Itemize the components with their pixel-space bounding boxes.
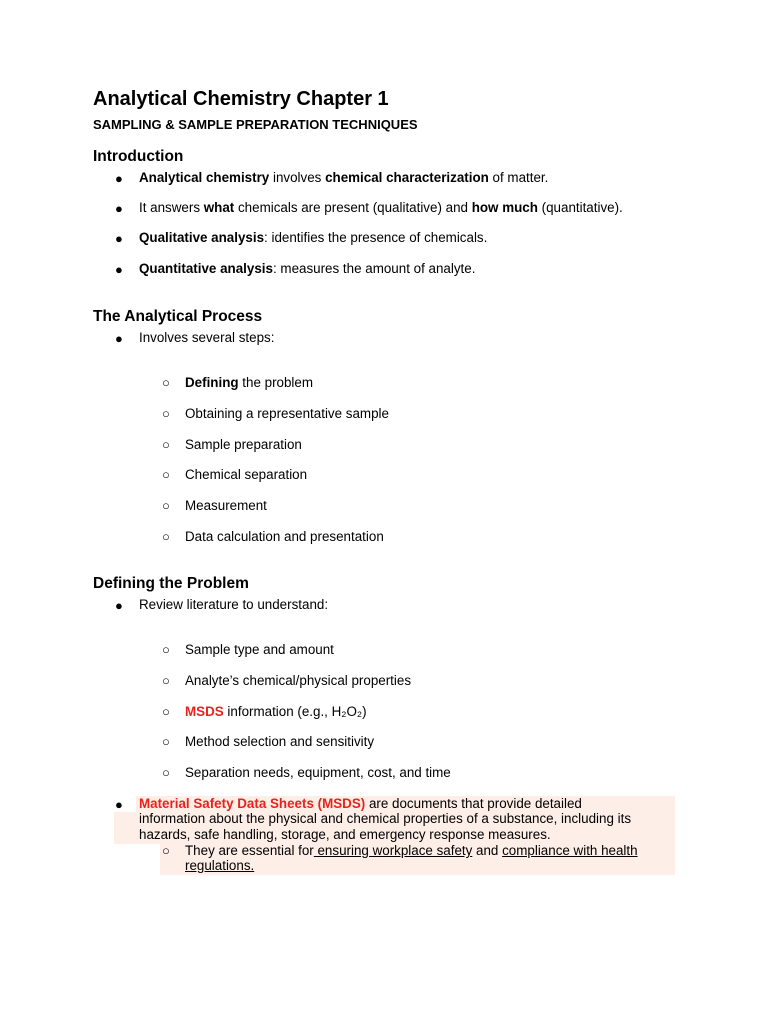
text: : identifies the presence of chemicals. xyxy=(264,230,488,245)
text: are documents that provide detailed xyxy=(365,796,582,811)
bullet-icon: ● xyxy=(115,797,123,812)
sub-list-item-text xyxy=(185,375,313,391)
text: It answers xyxy=(139,200,204,215)
section-heading-analytical-process: The Analytical Process xyxy=(93,308,263,325)
bold-text: Quantitative analysis xyxy=(139,261,273,276)
section-heading-introduction: Introduction xyxy=(93,148,184,165)
sub-list-item-text: Sample preparation xyxy=(185,437,302,452)
underlined-text: compliance with health xyxy=(502,843,638,858)
list-item-text xyxy=(139,200,623,216)
text: the problem xyxy=(238,375,313,390)
bold-text: Analytical chemistry xyxy=(139,170,270,185)
sub-list-item-text: Sample type and amount xyxy=(185,642,334,657)
circle-bullet-icon: ○ xyxy=(162,437,170,452)
text: They are essential for xyxy=(185,843,314,858)
bold-text: what xyxy=(203,200,235,215)
circle-bullet-icon: ○ xyxy=(162,375,170,390)
bold-text: Defining xyxy=(185,375,239,390)
list-item-text: Involves several steps: xyxy=(139,330,275,345)
text: : measures the amount of analyte. xyxy=(272,261,476,276)
bold-text: how much xyxy=(471,200,538,215)
circle-bullet-icon: ○ xyxy=(162,673,170,688)
document-subtitle: SAMPLING & SAMPLE PREPARATION TECHNIQUES xyxy=(93,117,418,132)
circle-bullet-icon: ○ xyxy=(162,467,170,482)
sub-list-item-text: Separation needs, equipment, cost, and time xyxy=(185,765,451,780)
text: chemicals are present (qualitative) and xyxy=(234,200,472,215)
text: of matter. xyxy=(488,170,549,185)
circle-bullet-icon: ○ xyxy=(162,498,170,513)
circle-bullet-icon: ○ xyxy=(162,642,170,657)
text: information (e.g., H₂O₂) xyxy=(223,704,367,719)
list-item-text xyxy=(139,261,475,277)
bullet-icon: ● xyxy=(115,201,123,216)
sub-list-item-text-line: regulations. xyxy=(185,858,255,873)
list-item-text xyxy=(139,796,582,812)
list-item-text: Review literature to understand: xyxy=(139,597,329,612)
bullet-icon: ● xyxy=(115,231,123,246)
underlined-text: ensuring workplace safety xyxy=(313,843,473,858)
msds-term: Material Safety Data Sheets (MSDS) xyxy=(139,796,366,811)
msds-highlight-text: MSDS xyxy=(185,704,224,719)
list-item-text-line: hazards, safe handling, storage, and emergency response measures. xyxy=(139,827,551,842)
sub-list-item-text xyxy=(185,843,638,859)
circle-bullet-icon: ○ xyxy=(162,734,170,749)
bold-text: chemical characterization xyxy=(325,170,489,185)
section-heading-defining-problem: Defining the Problem xyxy=(93,575,249,592)
bullet-icon: ● xyxy=(115,598,123,613)
sub-list-item-text: Analyte’s chemical/physical properties xyxy=(185,673,412,688)
bullet-icon: ● xyxy=(115,262,123,277)
text: and xyxy=(472,843,503,858)
circle-bullet-icon: ○ xyxy=(162,843,170,858)
list-item-text xyxy=(139,230,487,246)
document-title: Analytical Chemistry Chapter 1 xyxy=(93,88,389,110)
circle-bullet-icon: ○ xyxy=(162,406,170,421)
sub-list-item-text: Data calculation and presentation xyxy=(185,529,384,544)
text: involves xyxy=(269,170,326,185)
sub-list-item-text: Obtaining a representative sample xyxy=(185,406,389,421)
text: (quantitative). xyxy=(537,200,623,215)
bullet-icon: ● xyxy=(115,171,123,186)
list-item-text xyxy=(139,170,548,186)
sub-list-item-text: Method selection and sensitivity xyxy=(185,734,375,749)
sub-list-item-text xyxy=(185,704,367,720)
bold-text: Qualitative analysis xyxy=(139,230,265,245)
bullet-icon: ● xyxy=(115,331,123,346)
circle-bullet-icon: ○ xyxy=(162,529,170,544)
list-item-text-line: information about the physical and chemical properties of a substance, including its xyxy=(139,811,632,826)
circle-bullet-icon: ○ xyxy=(162,765,170,780)
sub-list-item-text: Measurement xyxy=(185,498,267,513)
sub-list-item-text: Chemical separation xyxy=(185,467,308,482)
circle-bullet-icon: ○ xyxy=(162,704,170,719)
